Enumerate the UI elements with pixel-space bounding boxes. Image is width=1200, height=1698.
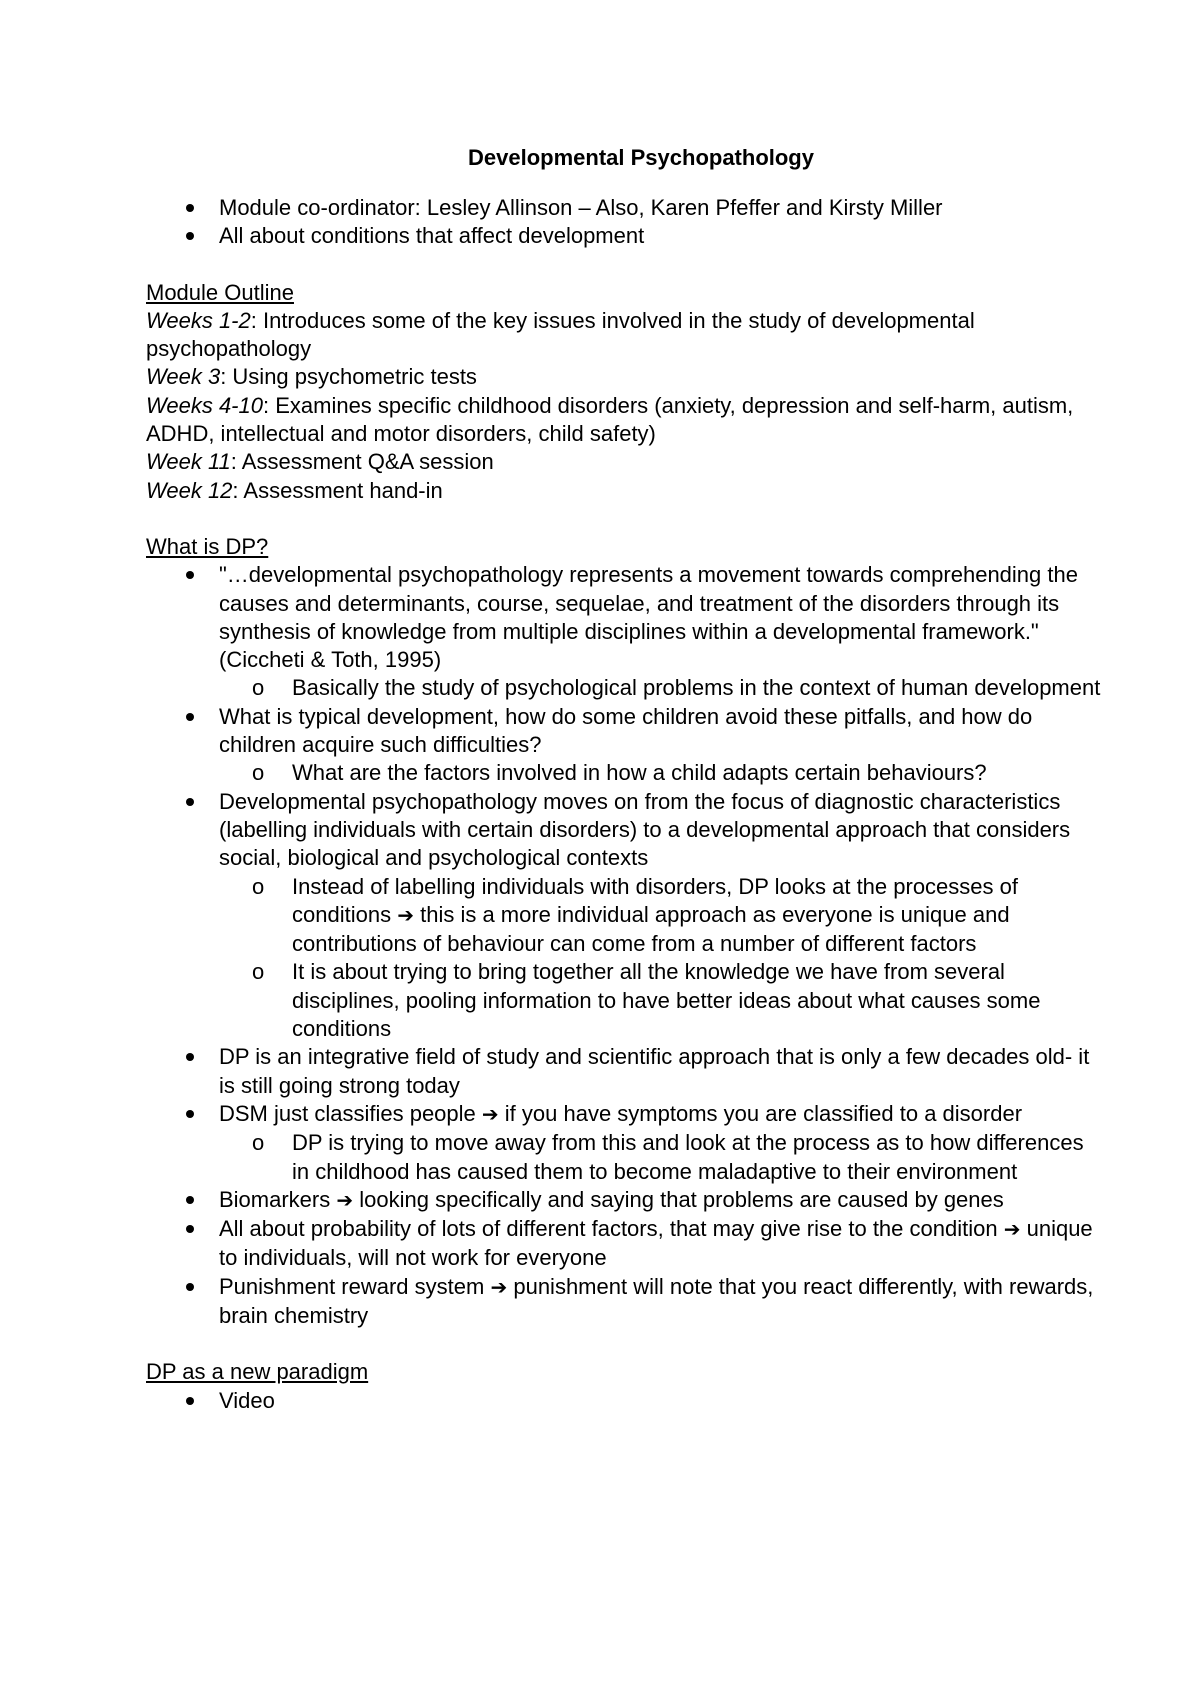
bullet-icon xyxy=(186,1283,194,1291)
outline-row: Week 3: Using psychometric tests xyxy=(146,364,477,390)
list-item: Biomarkers ➔ looking specifically and saying that problems are caused by genes xyxy=(146,1186,1106,1215)
bullet-icon xyxy=(186,713,194,721)
intro-list xyxy=(146,194,1106,251)
sub-bullet-icon: o xyxy=(252,675,265,701)
outline-row: Weeks 4-10: Examines specific childhood disorders (anxiety, depression and self-harm, autism, ADHD, intellectual and motor disorders, child safety) xyxy=(146,392,1074,447)
sub-list xyxy=(219,759,1106,787)
arrow-icon: ➔ xyxy=(1003,1219,1021,1242)
sub-bullet-icon: o xyxy=(252,1130,265,1156)
list-item: Module co-ordinator: Lesley Allinson – Also, Karen Pfeffer and Kirsty Miller xyxy=(146,194,1106,222)
bullet-icon xyxy=(186,1053,194,1061)
list-item: All about probability of lots of different factors, that may give rise to the condition ➔ unique to individuals, will not work for everyone xyxy=(146,1215,1106,1273)
sub-list-item: o DP is trying to move away from this and look at the process as to how differences in childhood has caused them to become maladaptive to their environment xyxy=(252,1130,1084,1184)
sub-list-item: o It is about trying to bring together all the knowledge we have from several disciplines, pooling information to have better ideas about what causes some conditions xyxy=(252,959,1041,1042)
list-item: DP is an integrative field of study and scientific approach that is only a few decades old- it is still going strong today xyxy=(146,1043,1106,1100)
sub-list-item: o Instead of labelling individuals with disorders, DP looks at the processes of conditions ➔ this is a more individual approach as everyone is unique and contributions of behaviour can come from a number of different factors xyxy=(252,873,1018,957)
page-title: Developmental Psychopathology xyxy=(468,145,814,170)
bullet-icon xyxy=(186,1225,194,1233)
sub-list xyxy=(219,1129,1106,1186)
paradigm-list xyxy=(146,1387,1106,1415)
what-is-dp-list xyxy=(146,561,1106,1330)
sub-bullet-icon: o xyxy=(252,760,265,786)
sub-bullet-icon: o xyxy=(252,959,265,985)
list-item: "…developmental psychopathology represents a movement towards comprehending the causes and determinants, course, sequelae, and treatment of the disorders through its synthesis of knowledge from multiple disciplines within a developmental framework." (Ciccheti & Toth, 1995) o Basically the study of psychological problems in the context of human development xyxy=(146,561,1106,702)
bullet-icon xyxy=(186,798,194,806)
list-item: DSM just classifies people ➔ if you have symptoms you are classified to a disorder o DP is trying to move away from this and look at the process as to how differences in childhood has caused them to become maladaptive to their environment xyxy=(146,1100,1106,1186)
section-heading-dp-new-paradigm: DP as a new paradigm xyxy=(146,1359,369,1385)
sub-list xyxy=(219,873,1106,1044)
arrow-icon: ➔ xyxy=(481,1103,499,1126)
document-page xyxy=(146,143,1106,1415)
bullet-icon xyxy=(186,1397,194,1405)
list-item: All about conditions that affect development xyxy=(146,222,1106,250)
section-heading-module-outline: Module Outline xyxy=(146,279,294,305)
bullet-icon xyxy=(186,204,194,212)
bullet-icon xyxy=(186,232,194,240)
outline-row: Week 11: Assessment Q&A session xyxy=(146,449,494,475)
sub-list-item: o What are the factors involved in how a child adapts certain behaviours? xyxy=(219,759,1106,787)
bullet-icon xyxy=(186,1196,194,1204)
sub-bullet-icon: o xyxy=(252,873,265,899)
sub-list xyxy=(219,674,1106,702)
arrow-icon: ➔ xyxy=(336,1189,354,1212)
bullet-icon xyxy=(186,1110,194,1118)
arrow-icon: ➔ xyxy=(397,904,414,927)
bullet-icon xyxy=(186,571,194,579)
list-item: Developmental psychopathology moves on from the focus of diagnostic characteristics (labelling individuals with certain disorders) to a developmental approach that considers social, biological and psychological contexts o Instead of labelling individuals with disorders, DP looks at the processes of conditions ➔ this is a more individual approach as everyone is unique and contributions of behaviour can come from a number of different factors o It is about trying to bring together all the knowledge we have from several disciplines, pooling information to have better ideas about what causes some conditions xyxy=(146,788,1106,1044)
section-heading-what-is-dp: What is DP? xyxy=(146,533,269,559)
list-item: What is typical development, how do some children avoid these pitfalls, and how do children acquire such difficulties? o What are the factors involved in how a child adapts certain behaviours? xyxy=(146,703,1106,788)
list-item: Punishment reward system ➔ punishment will note that you react differently, with rewards, brain chemistry xyxy=(146,1273,1106,1331)
outline-row: Week 12: Assessment hand-in xyxy=(146,477,443,503)
arrow-icon: ➔ xyxy=(490,1276,508,1299)
list-item: Video xyxy=(146,1387,1106,1415)
sub-list-item: o Basically the study of psychological problems in the context of human development xyxy=(219,674,1106,702)
outline-row: Weeks 1-2: Introduces some of the key issues involved in the study of developmental psychopathology xyxy=(146,307,975,362)
document-body xyxy=(146,194,1106,1415)
